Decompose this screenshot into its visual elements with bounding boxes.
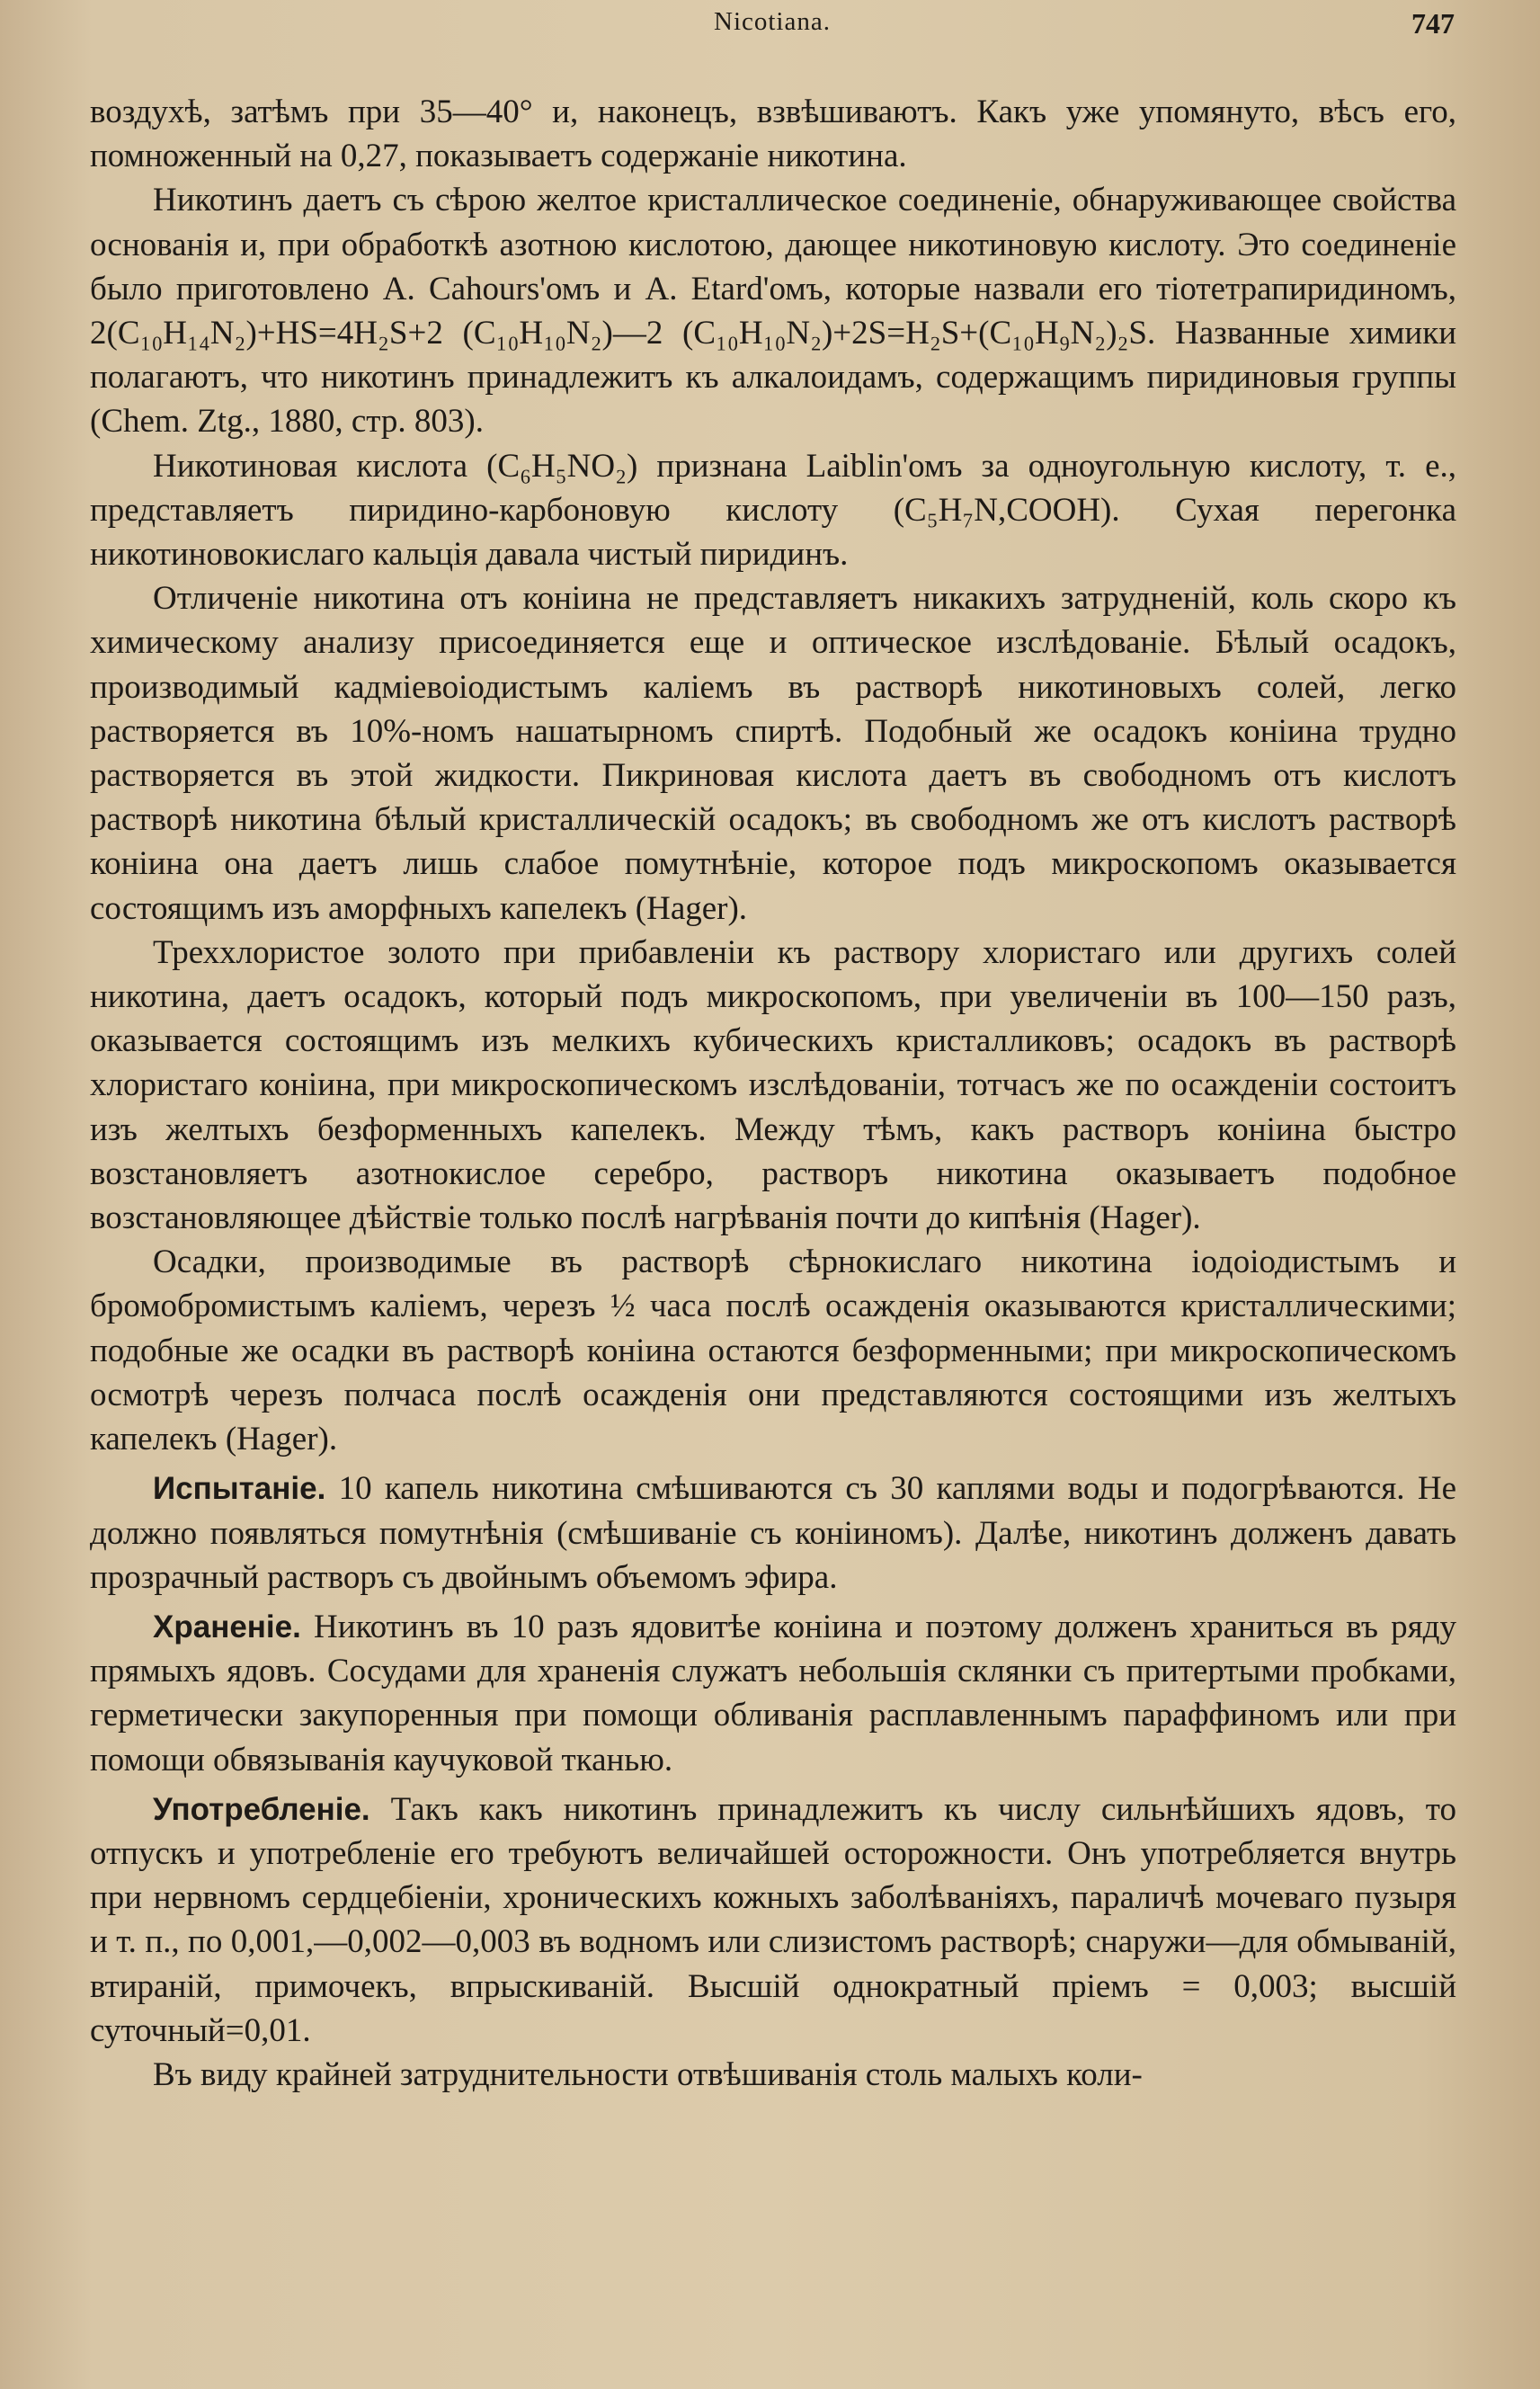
paragraph-gold-chloride [90,931,1456,1240]
paragraph-text: Отличеніе никотина отъ коніина не представляетъ никакихъ затрудненій, коль скоро къ химическому анализу присоединяется еще и оптическое изслѣдованіе. Бѣлый осадокъ, производимый кадміевоіодистымъ каліемъ въ растворѣ никотиновыхъ солей, легко растворяется въ 10%-номъ нашатырномъ спиртѣ. Подобный же осадокъ коніина трудно растворяется въ этой жидкости. Пикриновая кислота даетъ въ свободномъ отъ кислотъ растворѣ никотина бѣлый кристаллическій осадокъ; въ свободномъ же отъ кислотъ растворѣ коніина она даетъ лишь слабое помутнѣніе, которое подъ микроскопомъ оказывается состоящимъ изъ аморфныхъ капелекъ (Hager). [90,580,1456,927]
section-heading-usage: Употребленіе. [153,1791,370,1827]
section-heading-testing: Испытаніе. [153,1471,326,1507]
paragraph-nicotine-sulfur [90,178,1456,443]
page-body [90,90,1456,2097]
section-usage [90,1787,1456,2053]
page-number: 747 [1411,7,1455,40]
paragraph-text: Осадки, производимые въ растворѣ сѣрнокислаго никотина іодоіодистымъ и бромобромистымъ каліемъ, черезъ ½ часа послѣ осажденія оказываются кристаллическими; подобные же осадки въ растворѣ коніина остаются безформенными; при микроскопическомъ осмотрѣ черезъ полчаса послѣ осажденія они представляются состоящими изъ желтыхъ капелекъ (Hager). [90,1244,1456,1458]
running-title: Nicotiana. [714,7,831,36]
paragraph-text: Въ виду крайней затруднительности отвѣшиванія столь малыхъ коли- [153,2055,1143,2093]
paragraph-final-line [90,2053,1456,2097]
paragraph-distinction-coniine [90,576,1456,931]
page-header [90,7,1455,47]
paragraph-text: воздухѣ, затѣмъ при 35—40° и, наконецъ, взвѣшиваютъ. Какъ уже упомянуто, вѣсъ его, помноженный на 0,27, показываетъ содержаніе никотина. [90,94,1456,175]
paragraph-text: Такъ какъ никотинъ принадлежитъ къ числу сильнѣйшихъ ядовъ, то отпускъ и употребленіе его требуютъ величайшей осторожности. Онъ употребляется внутрь при нервномъ сердцебіеніи, хроническихъ кожныхъ заболѣваніяхъ, параличѣ мочеваго пузыря и т. п., по 0,001,—0,002—0,003 въ водномъ или слизистомъ растворѣ; снаружи—для обмываній, втираній, примочекъ, впрыскиваній. Высшій однократный пріемъ = 0,003; высшій суточный=0,01. [90,1790,1456,2049]
paragraph-text: 10 капель никотина смѣшиваются съ 30 каплями воды и подогрѣваются. Не должно появляться помутнѣнія (смѣшиваніе съ коніиномъ). Далѣе, никотинъ долженъ давать прозрачный растворъ съ двойнымъ объемомъ эфира. [90,1470,1456,1596]
paragraph-text: Никотинъ въ 10 разъ ядовитѣе коніина и поэтому долженъ храниться въ ряду прямыхъ ядовъ. Сосудами для храненія служатъ небольшія склянки съ притертыми пробками, герметически закупоренныя при помощи обливанія расплавленнымъ параффиномъ или при помощи обвязыванія каучуковой тканью. [90,1608,1456,1778]
paragraph-continuation [90,90,1456,178]
paragraph-nicotinic-acid [90,444,1456,577]
paragraph-text: Треххлористое золото при прибавленіи къ раствору хлористаго или другихъ солей никотина, даетъ осадокъ, который подъ микроскопомъ, при увеличеніи въ 100—150 разъ, оказывается состоящимъ изъ мелкихъ кубическихъ кристалликовъ; осадокъ въ растворѣ хлористаго коніина, при микроскопическомъ изслѣдованіи, тотчасъ же по осажденіи состоитъ изъ желтыхъ безформенныхъ капелекъ. Между тѣмъ, какъ растворъ коніина быстро возстановляетъ азотнокислое серебро, растворъ никотина оказываетъ подобное возстановляющее дѣйствіе только послѣ нагрѣванія почти до кипѣнія (Hager). [90,933,1456,1237]
section-storage [90,1605,1456,1782]
paragraph-precipitates [90,1240,1456,1461]
section-heading-storage: Храненіе. [153,1609,301,1645]
paragraph-text: Никотинъ даетъ съ сѣрою желтое кристаллическое соединеніе, обнаруживающее свойства основанія и, при обработкѣ азотною кислотою, дающее никотиновую кислоту. Это соединеніе было приготовлено A. Cahours'омъ и A. Etard'омъ, которые назвали его тіотетрапиридиномъ, 2(C₁₀H₁₄N₂)+HS=4H₂S+2 (C₁₀H₁₀N₂)—2 (C₁₀H₁₀N₂)+2S=H₂S+(C₁₀H₉N₂)₂S. Названные химики полагаютъ, что никотинъ принадлежитъ къ алкалоидамъ, содержащимъ пиридиновыя группы (Chem. Ztg., 1880, стр. 803). [90,182,1456,441]
paragraph-text: Никотиновая кислота (C₆H₅NO₂) признана Laiblin'омъ за одноугольную кислоту, т. е., представляетъ пиридино-карбоновую кислоту (C₅H₇N,COOH). Сухая перегонка никотиновокислаго кальція давала чистый пиридинъ. [90,447,1456,574]
section-testing [90,1466,1456,1600]
